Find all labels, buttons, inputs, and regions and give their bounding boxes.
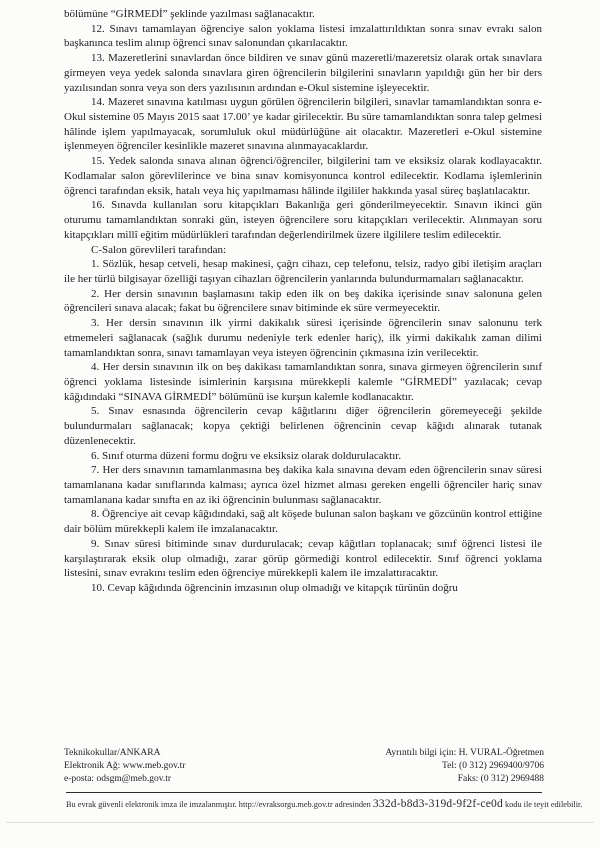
section-heading: C-Salon görevlileri tarafından: [91,243,227,256]
list-item-8: 8. Öğrenciye ait cevap kâğıdındaki, sağ alt köşede bulunan salon başkanı ve gözcünün kontrol ettiğine dair bölüm mürekkepli kalem ile imzalanacaktır. [64,508,542,536]
verification-text-before: Bu evrak güvenli elektronik imza ile imzalanmıştır. http://evraksorgu.meb.gov.tr adresinden [66,800,373,809]
footer-contact-left [64,747,185,786]
document-footer [64,747,544,786]
list-item-10: 10. Cevap kâğıdında öğrencinin imzasının olup olmadığı ve kitapçık türünün doğru [91,582,458,595]
list-item-6: 6. Sınıf oturma düzeni formu doğru ve eksiksiz olarak doldurulacaktır. [91,449,402,462]
verification-code: 332d-b8d3-319d-9f2f-ce0d [372,798,503,810]
footer-divider [66,792,542,793]
document-body [64,7,542,596]
paragraph-15: 15. Yedek salonda sınava alınan öğrenci/öğrenciler, bilgilerini tam ve eksiksiz olarak kodlayacaktır. Kodlamalar salon görevlilerince ve bina sınav komisyonunca kontrol edilecektir. Kodlama işlemlerinin öğrenci tarafından eksik, hatalı veya hiç yapılmaması hâlinde ilgililer hakkında yasal süreç başlatılacaktır. [64,155,542,197]
list-item-7: 7. Her ders sınavının tamamlanmasına beş dakika kala sınavına devam eden öğrencilerin sınav süresi tamamlanana kadar sınıflarında kalması; ayrıca özel hizmet alması gereken engelli öğrenciler hariç sınav tamamlanana kadar sınıfta en az iki öğrencinin bulunması sağlanacaktır. [64,464,542,506]
footer-fax-line: Faks: (0 312) 2969488 [457,774,544,784]
list-item-5: 5. Sınav esnasında öğrencilerin cevap kâğıtlarını diğer öğrencilerin göremeyeceği şekilde bulundurmaları sağlanacak; kopya çektiği belirlenen öğrencinin cevap kâğıdı alınarak tutanak düzenlenecektir. [64,405,542,447]
footer-info-contact-line: Ayrıntılı bilgi için: H. VURAL-Öğretmen [385,748,544,758]
list-item-2: 2. Her dersin sınavının başlamasını takip eden ilk on beş dakika içerisinde sınav salonuna gelen öğrencileri sınava alacak; fakat bu öğrencilere sınav bitiminde ek süre vermeyecektir. [64,287,542,315]
footer-email-line: e-posta: odsgm@meb.gov.tr [64,774,172,784]
paragraph-12: 12. Sınavı tamamlayan öğrenciye salon yoklama listesi imzalattırıldıktan sonra sınav evrakı salon başkanınca teslim alınıp öğrenci sınav salonundan çıkarılacaktır. [64,22,542,50]
verification-text-after: kodu ile teyit edilebilir. [502,800,583,809]
footer-address-line: Teknikokullar/ANKARA [64,748,161,758]
footer-phone-line: Tel: (0 312) 2969400/9706 [442,761,544,771]
e-signature-verification-line [66,798,583,810]
intro-line: bölümüne “GİRMEDİ” şeklinde yazılması sağlanacaktır. [64,8,315,20]
list-item-4: 4. Her dersin sınavının ilk on beş dakikası tamamlandıktan sonra, sınava girmeyen öğrencilerin sınıf öğrenci yoklama listesinde isimlerinin karşısına mürekkepli kalemle “GİRMEDİ” yazılacak; cevap kâğıdındaki “SINAVA GİRMEDİ” bölümünü ise kurşun kalemle kodlanacaktır. [64,361,542,403]
list-item-9: 9. Sınav süresi bitiminde sınav durdurulacak; cevap kâğıtları toplanacak; sınıf öğrenci listesi ile karşılaştırarak eksik olup olmadığı, zarar görüp görmediği kontrol edilecektir. Sınıf öğrenci yoklama listesini, sınav evrakını teslim eden öğrenciye mürekkepli kalem ile imzalattıracaktır. [64,537,542,580]
paragraph-13: 13. Mazeretlerini sınavlardan önce bildiren ve sınav günü mazeretli/mazeretsiz olarak ortak sınavlara girmeyen veya yedek salonda sınavlara giren öğrencilerin bilgilerini sınavların yapıldığı gün her bir ders yazılısından sonra veya son ders yazılısının ardından e-Okul sistemine işleyecektir. [64,52,542,94]
footer-contact-right [385,747,544,786]
paragraph-14: 14. Mazeret sınavına katılması uygun görülen öğrencilerin bilgileri, sınavlar tamamlandıktan sonra e-Okul sistemine 05 Mayıs 2015 saat 17.00’ ye kadar girilecektir. Bu süre tamamlandıktan sonra talep gelmesi hâlinde işlem yapılmayacak, sorumluluk okul müdürlüğüne ait olacaktır. Mazeretleri e-Okul sistemine işlenmeyen öğrenciler kesinlikle mazeret sınavına alınmayacaklardır. [64,96,542,153]
list-item-3: 3. Her dersin sınavının ilk yirmi dakikalık süresi içerisinde öğrencilerin sınav salonunu terk etmemeleri sağlanacak (sağlık durumu nedeniyle terk edenler hariç), ilk yirmi dakikalık zaman dilimi tamamlandıktan sonra, sınavı tamamlayan veya isteyen öğrencinin çıkmasına izin verilecektir. [64,317,542,359]
paragraph-16: 16. Sınavda kullanılan soru kitapçıkları Bakanlığa geri gönderilmeyecektir. Sınavın ikinci gün oturumu tamamlandıktan sonraki gün, isteyen öğrencilere soru kitapçıkları verilecektir. Alınmayan soru kitapçıkları millî eğitim müdürlükleri tarafından değerlendirilmek üzere ilgililere teslim edilecektir. [64,199,542,241]
page-bottom-scan-line [6,822,594,823]
list-item-1: 1. Sözlük, hesap cetveli, hesap makinesi, çağrı cihazı, cep telefonu, telsiz, radyo gibi iletişim araçları ile her türlü bilgisayar özelliği taşıyan cihazları öğrencilerin yanlarında bulundurmamaları sağlanacaktır. [64,258,542,285]
footer-website-line: Elektronik Ağ: www.meb.gov.tr [64,761,186,771]
